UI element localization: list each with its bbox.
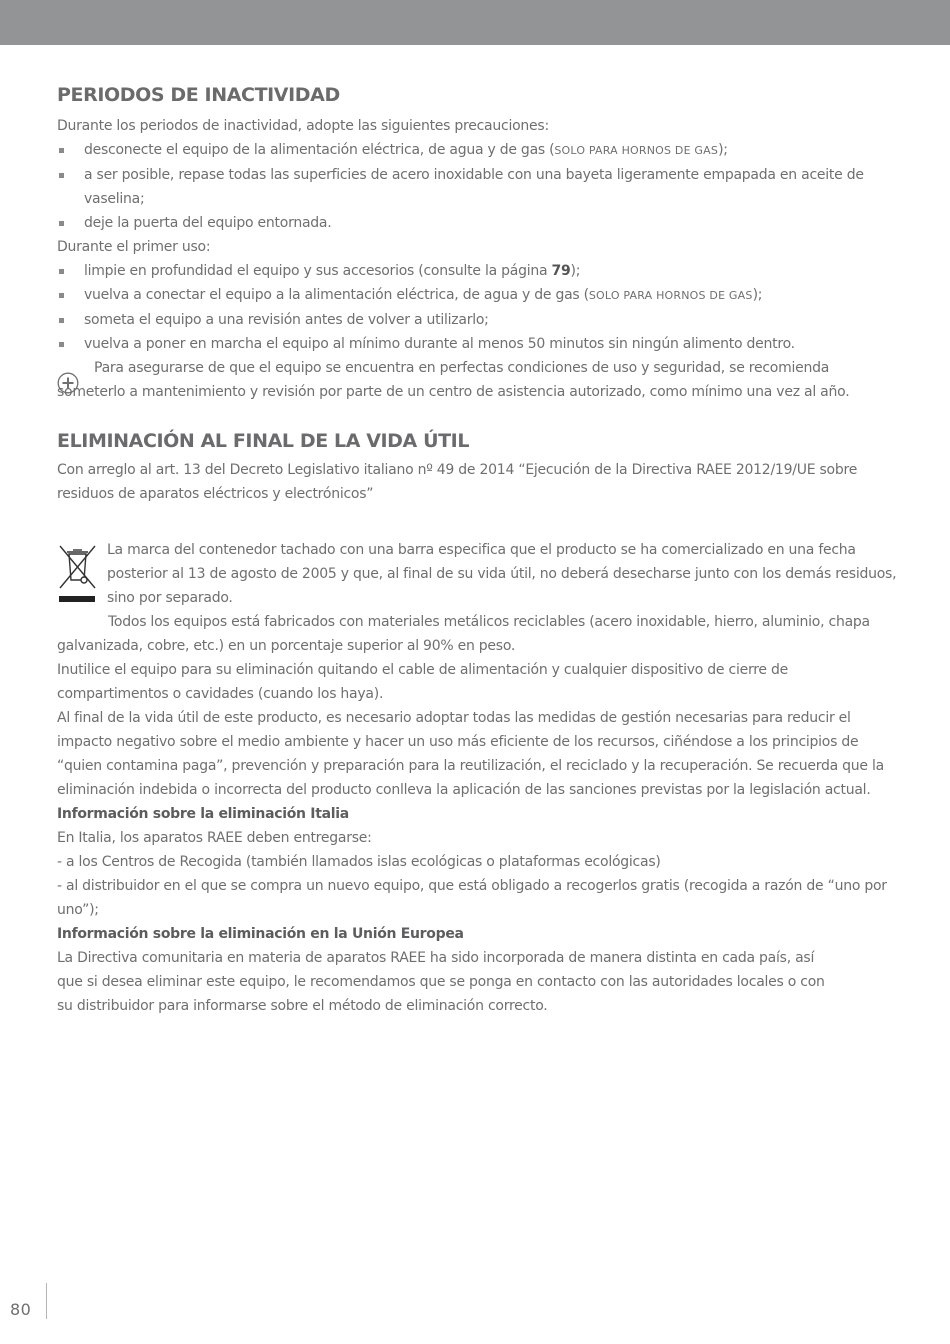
- list-item-tail: );: [570, 263, 581, 279]
- list-item: [57, 138, 897, 163]
- crossed-out-bin-icon: [57, 542, 97, 604]
- list-item-tail: );: [718, 142, 728, 158]
- weee-text: La marca del contenedor tachado con una barra especifica que el producto se ha comercializado en una fecha posterior al 13 de agosto de 2005 y que, al final de su vida útil, no deberá desecharse junto con los demás residuos, sino por separado.: [107, 542, 897, 606]
- italy-heading: Información sobre la eliminación Italia: [57, 806, 349, 822]
- list-item-text: deje la puerta del equipo entornada.: [84, 215, 332, 231]
- first-use-list: [57, 259, 897, 356]
- list-item: [57, 332, 897, 356]
- italy-intro: En Italia, los aparatos RAEE deben entregarse:: [57, 830, 372, 846]
- page-number: 80: [10, 1300, 32, 1319]
- list-item-text: someta el equipo a una revisión antes de volver a utilizarlo;: [84, 312, 489, 328]
- section-title-inactivity: PERIODOS DE INACTIVIDAD: [57, 84, 340, 106]
- materials-text: Todos los equipos está fabricados con materiales metálicos reciclables (acero inoxidable, hierro, aluminio, chapa galvanizada, cobre, etc.) en un porcentaje superior al 90% en peso.: [57, 614, 870, 654]
- eu-text: La Directiva comunitaria en materia de aparatos RAEE ha sido incorporada de manera distinta en cada país, así que si desea eliminar este equipo, le recomendamos que se ponga en contacto con las autoridades locales o con su distribuidor para informarse sobre el método de eliminación correcto.: [57, 950, 825, 1014]
- plus-circle-icon: [57, 372, 79, 394]
- list-item-text: a ser posible, repase todas las superficies de acero inoxidable con una bayeta ligeramente empapada en aceite de vaselina;: [84, 167, 864, 207]
- weee-block: [57, 538, 897, 610]
- maintenance-note-text: Para asegurarse de que el equipo se encuentra en perfectas condiciones de uso y seguridad, se recomienda someterlo a mantenimiento y revisión por parte de un centro de asistencia autorizado, como mínimo una vez al año.: [57, 360, 850, 400]
- square-bullet-icon: [59, 148, 64, 153]
- header-bar: [0, 0, 950, 45]
- square-bullet-icon: [59, 342, 64, 347]
- italy-item: - al distribuidor en el que se compra un nuevo equipo, que está obligado a recogerlos gratis (recogida a razón de “uno por uno”);: [57, 878, 887, 918]
- decree-intro: Con arreglo al art. 13 del Decreto Legislativo italiano nº 49 de 2014 “Ejecución de la Directiva RAEE 2012/19/UE sobre residuos de aparatos eléctricos y electrónicos”: [57, 462, 858, 502]
- small-caps-note: SOLO PARA HORNOS DE GAS: [554, 144, 719, 157]
- list-item-text: limpie en profundidad el equipo y sus accesorios (consulte la página: [84, 263, 552, 279]
- list-item: [57, 163, 897, 211]
- end-of-life-text: Al final de la vida útil de este producto, es necesario adoptar todas las medidas de gestión necesarias para reducir el impacto negativo sobre el medio ambiente y hacer un uso más eficiente de los recursos, ciñéndose a los principios de “quien contamina paga”, prevención y preparación para la reutilización, el reciclado y la recuperación. Se recuerda que la eliminación indebida o incorrecta del producto conlleva la aplicación de las sanciones previstas por la legislación actual.: [57, 710, 884, 798]
- small-caps-note: SOLO PARA HORNOS DE GAS: [588, 289, 753, 302]
- page-reference-link[interactable]: 79: [551, 263, 571, 279]
- list-item-text: vuelva a poner en marcha el equipo al mínimo durante al menos 50 minutos sin ningún alimento dentro.: [84, 336, 795, 352]
- list-item: [57, 283, 897, 308]
- square-bullet-icon: [59, 269, 64, 274]
- square-bullet-icon: [59, 318, 64, 323]
- list-item-text: desconecte el equipo de la alimentación eléctrica, de agua y de gas (: [84, 142, 555, 158]
- maintenance-note: [57, 356, 897, 404]
- square-bullet-icon: [59, 293, 64, 298]
- list-item-text: vuelva a conectar el equipo a la alimentación eléctrica, de agua y de gas (: [84, 287, 589, 303]
- footer-divider: [46, 1283, 47, 1319]
- list-item-tail: );: [752, 287, 763, 303]
- section-title-disposal: ELIMINACIÓN AL FINAL DE LA VIDA ÚTIL: [57, 430, 470, 452]
- eu-heading: Información sobre la eliminación en la Unión Europea: [57, 926, 464, 942]
- list-item: [57, 211, 897, 235]
- disable-text: Inutilice el equipo para su eliminación quitando el cable de alimentación y cualquier dispositivo de cierre de compartimentos o cavidades (cuando los haya).: [57, 662, 788, 702]
- square-bullet-icon: [59, 173, 64, 178]
- inactivity-intro: Durante los periodos de inactividad, adopte las siguientes precauciones:: [57, 118, 549, 134]
- list-item: [57, 259, 897, 283]
- list-item: [57, 308, 897, 332]
- square-bullet-icon: [59, 221, 64, 226]
- inactivity-list: [57, 138, 897, 235]
- page-content: [57, 80, 897, 1018]
- italy-item: - a los Centros de Recogida (también llamados islas ecológicas o plataformas ecológicas): [57, 854, 661, 870]
- first-use-intro: Durante el primer uso:: [57, 239, 211, 255]
